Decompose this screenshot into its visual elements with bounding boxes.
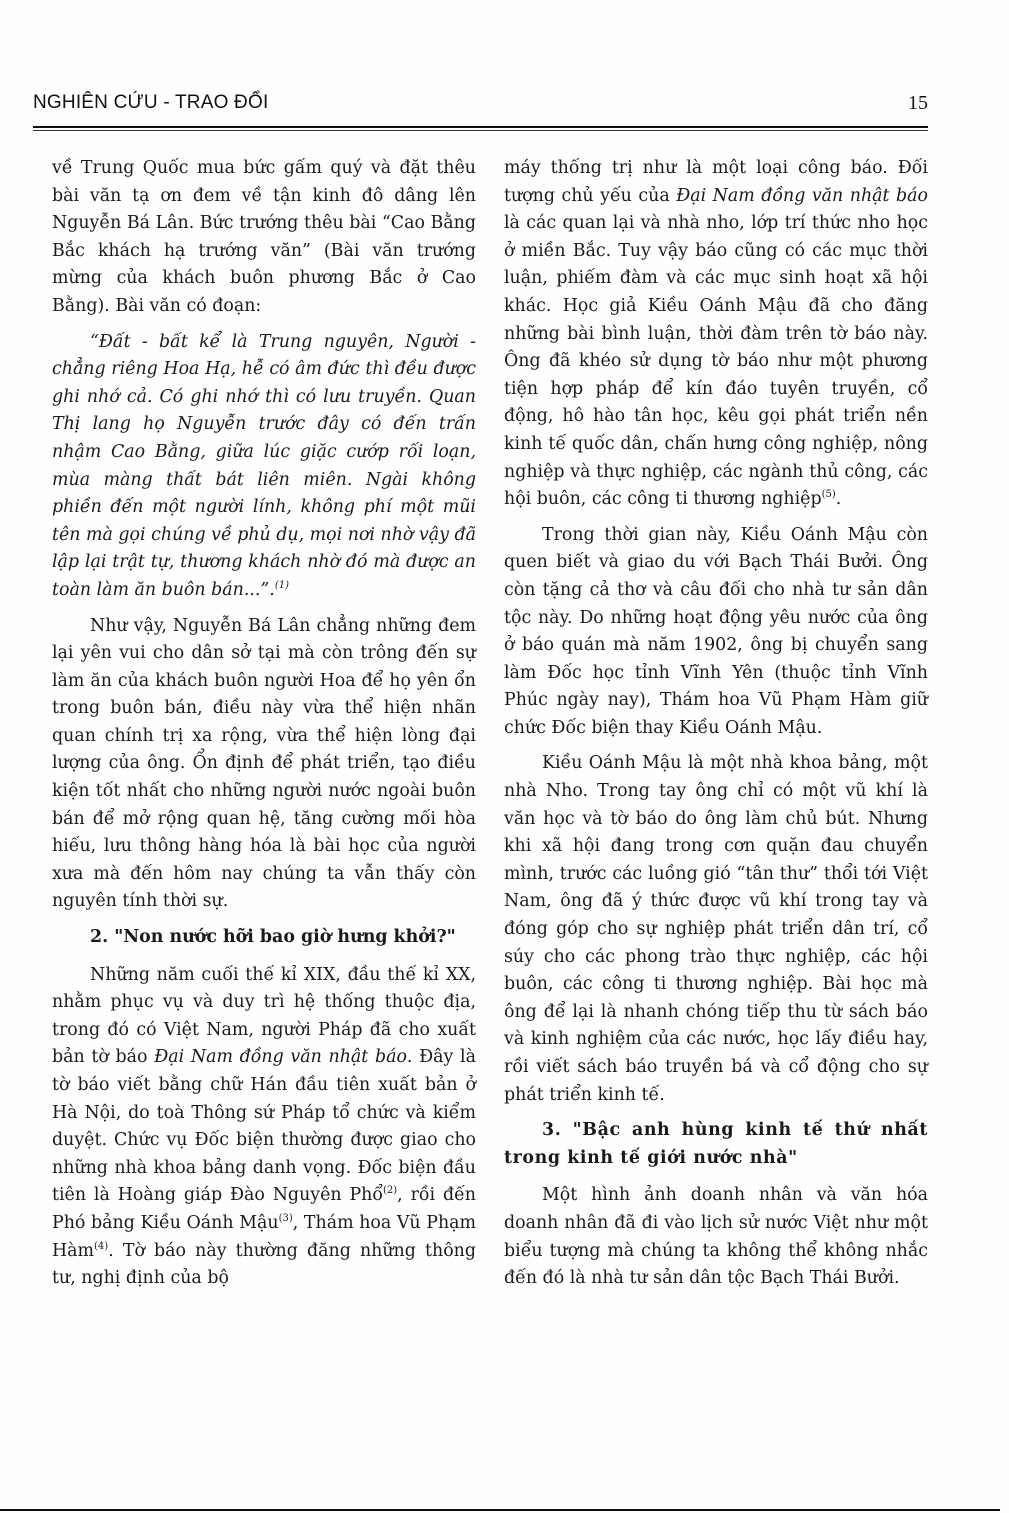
paragraph: Một hình ảnh doanh nhân và văn hóa doanh nhân đã đi vào lịch sử nước Việt như một biểu tượng mà chúng ta không thể không nhắc đến đó là nhà tư sản dân tộc Bạch Thái Bưởi.	[504, 1185, 928, 1289]
text-run: máy thống trị như là một loại công báo. Đối tượng chủ yếu của	[504, 158, 928, 206]
header-rule	[33, 126, 928, 131]
paragraph	[52, 962, 476, 1293]
quote-text: “Đất - bất kể là Trung nguyên, Người - chẳng riêng Hoa Hạ, hễ có âm đức thì đều được ghi nhớ cả. Có ghi nhớ thì có lưu truyền. Quan Thị lang họ Nguyễn trước đây có đến trấn nhậm Cao Bằng, giữa lúc giặc cướp rối loạn, mùa màng thất bát liên miên. Ngài không phiền đến một người lính, không phí một mũi tên mà gọi chúng về phủ dụ, mọi nơi nhờ vậy đã lập lại trật tự, thương khách nhờ đó mà được an toàn làm ăn buôn bán...”.	[52, 331, 476, 600]
text-run: là các quan lại và nhà nho, lớp trí thức nho học ở miền Bắc. Tuy vậy báo cũng có các mục thời luận, phiếm đàm và các mục sinh hoạt xã hội khác. Học giả Kiều Oánh Mậu đã cho đăng những bài bình luận, thời đàm trên tờ báo này. Ông đã khéo sử dụng tờ báo như một phương tiện hợp pháp để kín đáo tuyên truyền, cổ động, hô hào tân học, kêu gọi phát triển nền kinh tế quốc dân, chấn hưng công nghiệp, nông nghiệp và thực nghiệp, các ngành thủ công, các hội buôn, các công ti thương nghiệp	[504, 213, 928, 510]
paragraph: Trong thời gian này, Kiều Oánh Mậu còn quen biết và giao du với Bạch Thái Bưởi. Ông còn tặng cả thơ và câu đối cho nhà tư sản dân tộc này. Do những hoạt động yêu nước của ông ở báo quán mà năm 1902, ông bị chuyển sang làm Đốc học tỉnh Vĩnh Yên (thuộc tỉnh Vĩnh Phúc ngày nay), Thám hoa Vũ Phạm Hàm giữ chức Đốc biện thay Kiều Oánh Mậu.	[504, 524, 928, 738]
left-column	[52, 155, 476, 1301]
footer-rule	[0, 1509, 1000, 1511]
right-column	[504, 155, 928, 1301]
footnote-ref: (5)	[821, 489, 836, 501]
section-heading-2: 2. "Non nước hỡi bao giờ hưng khởi?"	[90, 927, 456, 948]
text-run: Những năm cuối thế kỉ XIX, đầu thế kỉ XX, nhằm phục vụ và duy trì hệ thống thuộc địa, trong đó có Việt Nam, người Pháp đã cho xuất bản tờ báo	[52, 964, 476, 1068]
newspaper-title: Đại Nam đồng văn nhật báo	[154, 1047, 407, 1068]
paragraph: Kiều Oánh Mậu là một nhà khoa bảng, một nhà Nho. Trong tay ông chỉ có một vũ khí là văn học và tờ báo do ông làm chủ bút. Nhưng khi xã hội đang trong cơn quặn đau chuyển mình, trước các luồng gió “tân thư” thổi tới Việt Nam, ông đã ý thức được vũ khí trong tay và đóng góp cho sự nghiệp phát triển dân trí, cổ súy cho các phong trào thực nghiệp, các hội buôn, các công ti thương nghiệp. Bài học mà ông để lại là nhanh chóng tiếp thu từ sách báo và kinh nghiệm của các nước, học lấy điều hay, rồi viết sách báo truyền bá và cổ động cho sự phát triển kinh tế.	[504, 753, 928, 1105]
text-run: , Thám hoa Vũ Phạm Hàm	[52, 1212, 477, 1261]
block-quote	[52, 329, 476, 605]
section-name: NGHIÊN CỨU - TRAO ĐỔI	[33, 92, 269, 113]
section-heading-3: 3. "Bậc anh hùng kinh tế thứ nhất trong kinh tế giới nước nhà"	[504, 1120, 928, 1168]
paragraph: về Trung Quốc mua bức gấm quý và đặt thêu bài văn tạ ơn đem về tận kinh đô dâng lên Nguyễn Bá Lân. Bức trướng thêu bài “Cao Bằng Bắc khách hạ trướng văn” (Bài văn trướng mừng của khách buôn phương Bắc ở Cao Bằng). Bài văn có đoạn:	[52, 158, 476, 316]
text-run: .	[835, 489, 842, 510]
paragraph: Như vậy, Nguyễn Bá Lân chẳng những đem lại yên vui cho dân sở tại mà còn trông đến sự làm ăn của khách buôn người Hoa để họ yên ổn trong buôn bán, điều này vừa thể hiện nhãn quan chính trị xa rộng, vừa thể hiện lòng đại lượng của ông. Ổn định để phát triển, tạo điều kiện tốt nhất cho những người nước ngoài buôn bán để mở rộng quan hệ, tăng cường mối hòa hiếu, lưu thông hàng hóa là bài học của người xưa mà đến hôm nay chúng ta vẫn thấy còn nguyên tính thời sự.	[52, 615, 476, 912]
paragraph	[504, 155, 928, 514]
text-run: , rồi đến Phó bảng Kiều Oánh Mậu	[52, 1185, 476, 1233]
footnote-ref: (3)	[278, 1212, 293, 1224]
footnote-ref: (1)	[274, 579, 290, 591]
page-number: 15	[908, 92, 928, 114]
running-header	[33, 92, 928, 120]
text-run: . Đây là tờ báo viết bằng chữ Hán đầu tiên xuất bản ở Hà Nội, do toà Thông sứ Pháp tổ chức và kiểm duyệt. Chức vụ Đốc biện thường được giao cho những nhà khoa bảng danh vọng. Đốc biện đầu tiên là Hoàng giáp Đào Nguyên Phổ	[52, 1047, 476, 1206]
footnote-ref: (2)	[383, 1185, 398, 1197]
text-run: . Tờ báo này thường đăng những thông tư, nghị định của bộ	[52, 1240, 476, 1289]
footnote-ref: (4)	[94, 1240, 109, 1252]
newspaper-title: Đại Nam đồng văn nhật báo	[676, 185, 928, 206]
